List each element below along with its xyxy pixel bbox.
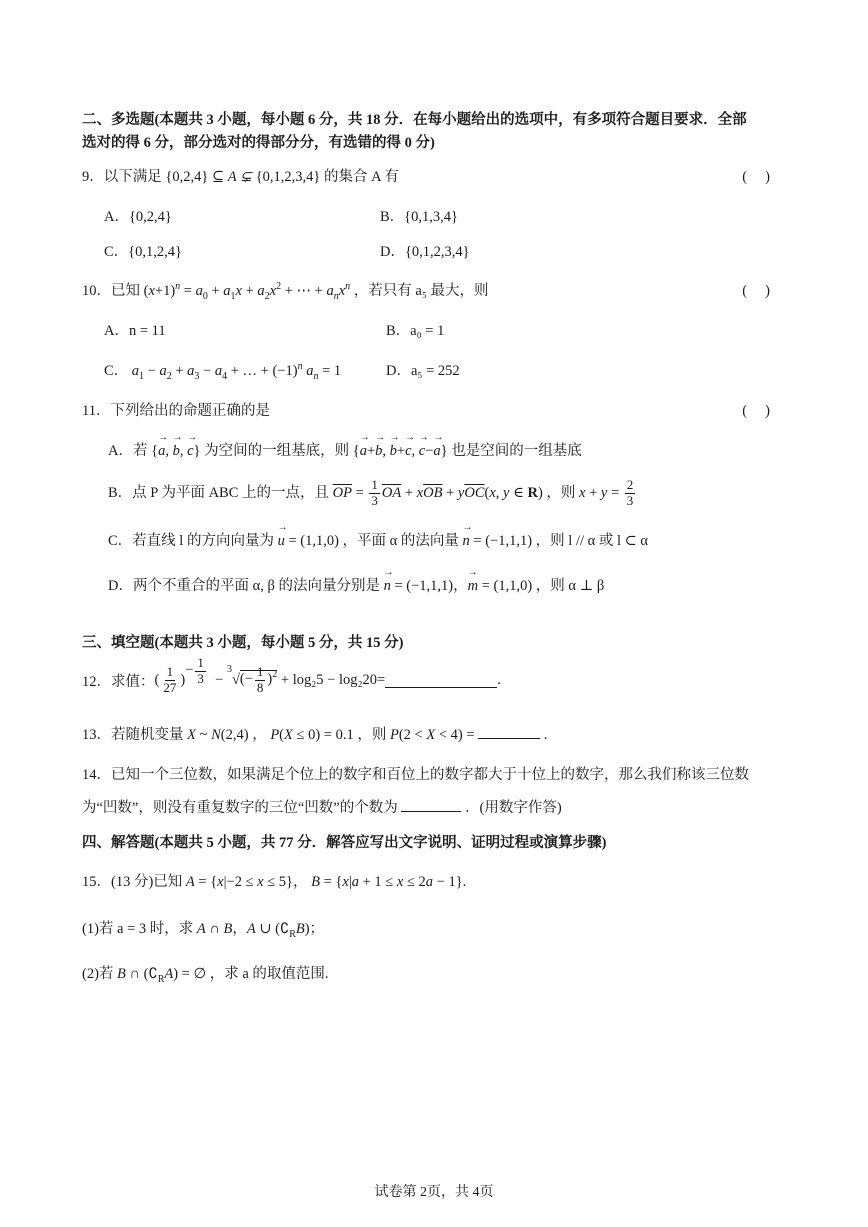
q11-b-result: x + y = $\frac{2}{3}$ <box>579 477 634 508</box>
q11-option-c <box>108 529 648 550</box>
question-15: 15．(13 分)已知 A = {x|−2 ≤ x ≤ 5}， B = {x|a + 1 ≤ x ≤ 2a − 1}. <box>82 874 467 890</box>
question-11: 11．下列给出的命题正确的是 <box>82 403 270 419</box>
q15-sub2 <box>82 962 329 985</box>
q11-d-post: ，则 α ⊥ β <box>535 578 605 594</box>
q9-option-a: A．{0,2,4} <box>104 209 172 225</box>
q13-mid2: ，则 <box>357 727 387 743</box>
q14-line2-pre: 为“凹数”，则没有重复数字的三位“凹数”的个数为 <box>82 800 398 816</box>
q11-option-a <box>108 439 582 460</box>
q11-option-b <box>108 478 637 509</box>
q9-rel: ⊆ A ⊊ <box>211 169 253 185</box>
q11-d-pre: D．两个不重合的平面 α, β 的法向量分别是 <box>108 578 380 594</box>
q12-tail: log₂5 − log₂20= <box>292 671 386 688</box>
q11-b-pre: B．点 P 为平面 ABC 上的一点，且 <box>108 484 330 501</box>
q12-answer-blank[interactable] <box>385 673 497 688</box>
q9-answer-paren: ( ) <box>742 169 770 185</box>
q11-c-u: → u = (1,1,0) <box>278 533 339 549</box>
q13-ask: P(2 < X < 4) = <box>389 727 475 743</box>
q10-tail: ，若只有 a₅ 最大，则 <box>353 283 489 299</box>
q15-sub1-expr: A ∩ B，A ∪ $(∁_RB)$； <box>196 921 325 940</box>
q9-option-d: D．{0,1,2,3,4} <box>380 244 470 260</box>
q13-tail: . <box>543 727 548 743</box>
q10-answer-paren: ( ) <box>742 283 770 299</box>
q14-line2 <box>82 796 562 817</box>
section-2-title-cont: 选对的得 6 分，部分选对的得部分分，有选错的得 0 分) <box>82 135 435 151</box>
q13-given: P(X ≤ 0) = 0.1 <box>270 727 354 743</box>
q10-option-a: A．n = 11 <box>104 323 166 339</box>
q11-a-post: 也是空间的一组基底 <box>451 443 582 459</box>
q14-answer-blank[interactable] <box>401 797 461 812</box>
q11-a-basis: {→ a, → b, → c} <box>151 443 200 459</box>
q11-c-post: ，则 l // α 或 l ⊂ α <box>535 533 649 549</box>
q10-option-c-formula: $a_1 - a_2 + a_3 - a_4$ + … + $(-1)^n$ $a_n = 1$ <box>131 361 342 382</box>
q10-option-c-label: C． <box>104 363 129 379</box>
q10-num: 10．已知 <box>82 283 140 299</box>
q13-mid: ， <box>252 727 267 743</box>
q11-a-pre: A．若 <box>108 443 148 459</box>
q13-answer-blank[interactable] <box>478 724 540 739</box>
q15-head: 15．(13 分)已知 <box>82 874 183 890</box>
q9-option-b: B．{0,1,3,4} <box>380 209 458 225</box>
q10-option-b: B．a₀ = 1 <box>386 323 445 339</box>
section-3-title: 三、填空题(本题共 3 小题，每小题 5 分，共 15 分) <box>82 635 404 651</box>
q13-dist: X ~ N(2,4) <box>187 727 249 743</box>
section-4-title: 四、解答题(本题共 5 小题，共 77 分．解答应写出文字说明、证明过程或演算步骤) <box>82 835 607 851</box>
q11-b-post: ，则 <box>546 484 576 501</box>
question-9 <box>82 165 399 186</box>
q9-set1: {0,2,4} <box>165 169 209 185</box>
q15-sub2-post: ，求 a 的取值范围. <box>209 966 329 982</box>
q15-set-a: A = {x|−2 ≤ x ≤ 5} <box>185 874 294 890</box>
q10-option-c <box>104 359 341 382</box>
q12-expression: ( $\frac{1}{27}$ )− $\frac{1}{3}$ − $^3$√(− $\frac{1}{8}$ )$^2$ + <box>154 654 293 695</box>
q10-expansion: $(x+1)^n = a_0 + a_1x + a_2x^2$ + ⋯ + $a_nx^n$ <box>143 281 351 302</box>
question-13 <box>82 723 547 744</box>
question-10 <box>82 279 489 302</box>
page-footer: 试卷第 2页，共 4页 <box>374 1185 494 1200</box>
q12-text: 12．求值： <box>82 673 155 690</box>
q15-sub2-pre: (2)若 <box>82 966 114 982</box>
question-12: 12．求值： ( $\frac{1}{27}$ )− $\frac{1}{3}$ − $^3$√(− $\frac{1}{8}$ )$^2$ + log₂5 − log₂20= . <box>82 654 501 695</box>
q11-a-newbasis: {→ a+→ b, → b+→ c, → c−→ a} <box>353 443 448 459</box>
q15-sub2-expr: B ∩ $(∁_RA)$ = ∅ <box>117 966 207 985</box>
q11-a-mid: 为空间的一组基底，则 <box>204 443 350 459</box>
q15-sub1-pre: (1)若 a = 3 时，求 <box>82 921 194 937</box>
q14-line2-post: ．(用数字作答) <box>465 800 562 816</box>
q11-option-d <box>108 574 604 595</box>
q11-d-vectors: → n = (−1,1,1)，→ m = (1,1,0) <box>384 578 533 594</box>
q9-tail: 的集合 A 有 <box>324 169 399 185</box>
q15-set-b: B = {x|a + 1 ≤ x ≤ 2a − 1} <box>311 874 463 890</box>
q10-option-d: D．a₅ = 252 <box>386 363 460 379</box>
section-2-title: 二、多选题(本题共 3 小题，每小题 6 分，共 18 分．在每小题给出的选项中，有多项符合题目要求．全部 <box>82 112 747 128</box>
q14-line1: 14．已知一个三位数，如果满足个位上的数字和百位上的数字都大于十位上的数字，那么我们称该三位数 <box>82 767 749 783</box>
q15-sub1 <box>82 917 324 940</box>
q11-b-vector-eq: $\overline{OP}$ = $\frac{1}{3}$ $\overline{OA} + x\overline{OB} + y\overline{OC}(x$, y ∈ R) <box>332 477 543 508</box>
q9-option-c: C．{0,1,2,4} <box>104 244 182 260</box>
q11-c-pre: C．若直线 l 的方向向量为 <box>108 533 274 549</box>
q11-answer-paren: ( ) <box>742 403 770 419</box>
q13-text: 13．若随机变量 <box>82 727 184 743</box>
q9-num: 9．以下满足 <box>82 169 162 185</box>
q11-c-n: → n = (−1,1,1) <box>463 533 533 549</box>
q9-set2: {0,1,2,3,4} <box>255 169 321 185</box>
q11-c-mid: ，平面 α 的法向量 <box>342 533 459 549</box>
